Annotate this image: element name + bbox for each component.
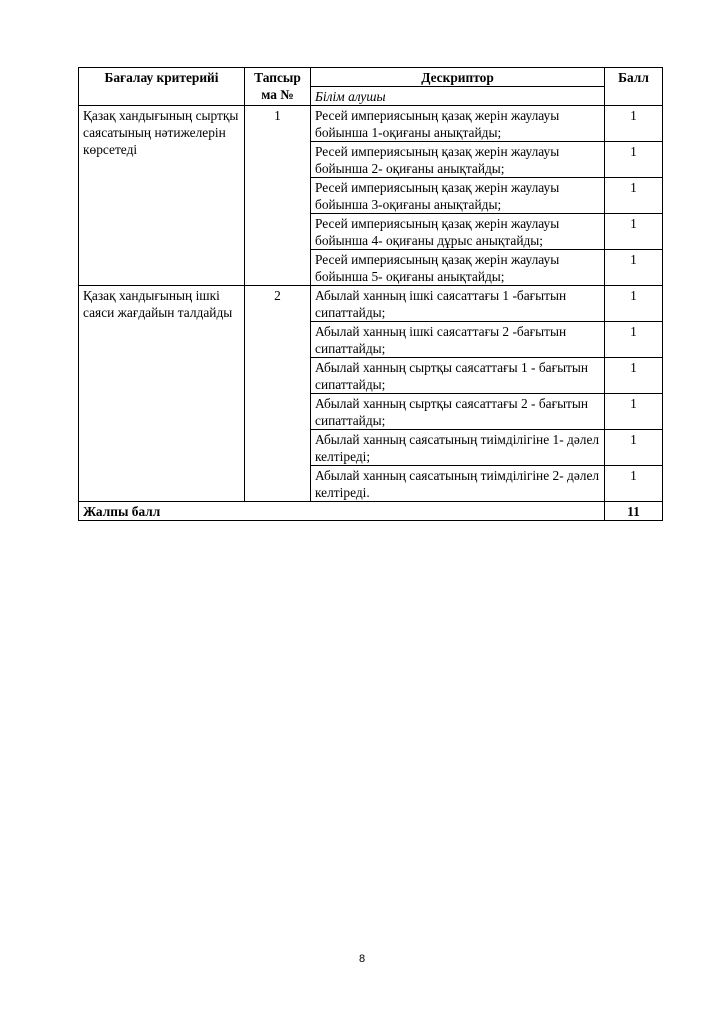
descriptor-cell: Абылай ханның саясатының тиімділігіне 2- дәлел келтіреді. [311,466,605,502]
total-label: Жалпы балл [79,502,605,521]
descriptor-cell: Ресей империясының қазақ жерін жаулауы бойынша 4- оқиғаны дұрыс анықтайды; [311,214,605,250]
score-cell: 1 [605,106,663,142]
descriptor-cell: Ресей империясының қазақ жерін жаулауы бойынша 2- оқиғаны анықтайды; [311,142,605,178]
score-cell: 1 [605,466,663,502]
score-cell: 1 [605,286,663,322]
table-row [79,106,663,142]
score-cell: 1 [605,142,663,178]
descriptor-cell: Абылай ханның ішкі саясаттағы 1 -бағытын сипаттайды; [311,286,605,322]
criteria-cell-2: Қазақ хандығының ішкі саяси жағдайын талдайды [79,286,245,502]
score-cell: 1 [605,322,663,358]
descriptor-cell: Абылай ханның ішкі саясаттағы 2 -бағытын сипаттайды; [311,322,605,358]
total-row [79,502,663,521]
header-descriptor-sub: Білім алушы [311,87,605,106]
score-cell: 1 [605,250,663,286]
total-value: 11 [605,502,663,521]
table-row [79,286,663,322]
descriptor-cell: Абылай ханның сыртқы саясаттағы 1 - бағытын сипаттайды; [311,358,605,394]
header-task: Тапсыр ма № [245,68,311,106]
assessment-table [78,67,663,521]
descriptor-cell: Ресей империясының қазақ жерін жаулауы бойынша 5- оқиғаны анықтайды; [311,250,605,286]
header-score: Балл [605,68,663,106]
score-cell: 1 [605,394,663,430]
page-number: 8 [358,953,366,965]
score-cell: 1 [605,214,663,250]
criteria-cell-1: Қазақ хандығының сыртқы саясатының нәтижелерін көрсетеді [79,106,245,286]
task-cell-1: 1 [245,106,311,286]
descriptor-cell: Ресей империясының қазақ жерін жаулауы бойынша 3-оқиғаны анықтайды; [311,178,605,214]
descriptor-cell: Абылай ханның сыртқы саясаттағы 2 - бағытын сипаттайды; [311,394,605,430]
header-criteria: Бағалау критерийі [79,68,245,106]
header-descriptor: Дескриптор [311,68,605,87]
descriptor-cell: Абылай ханның саясатының тиімділігіне 1- дәлел келтіреді; [311,430,605,466]
score-cell: 1 [605,178,663,214]
task-cell-2: 2 [245,286,311,502]
score-cell: 1 [605,358,663,394]
descriptor-cell: Ресей империясының қазақ жерін жаулауы бойынша 1-оқиғаны анықтайды; [311,106,605,142]
score-cell: 1 [605,430,663,466]
header-row [79,68,663,87]
